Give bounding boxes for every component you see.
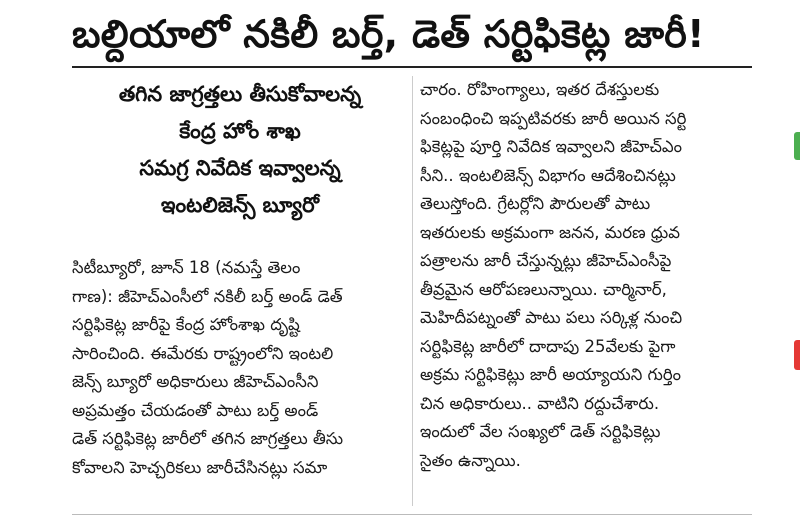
article-line: అప్రమత్తం చేయడంతో పాటు బర్త్ అండ్ bbox=[72, 400, 319, 420]
article-line: చారం. రోహింగ్యాలు, ఇతర దేశస్తులకు bbox=[420, 80, 660, 99]
deck-line: కేంద్ర హోం శాఖ bbox=[179, 119, 301, 143]
headline-rule bbox=[72, 66, 752, 68]
article-line: తెలుస్తోంది. గ్రేటర్లోని పౌరులతో పాటు bbox=[420, 194, 651, 213]
bottom-rule bbox=[72, 514, 752, 515]
article-line: సారించింది. ఈమేరకు రాష్ట్రంలోని ఇంటలి bbox=[72, 343, 334, 363]
deck-line: తగిన జాగ్రత్తలు తీసుకోవాలన్న bbox=[118, 82, 362, 106]
article-line: మెహిదీపట్నంతో పాటు పలు సర్కిళ్ల నుంచి bbox=[420, 308, 683, 327]
article-line: సర్టిఫికెట్ల జారీలో దాదాపు 25వేలకు పైగా bbox=[420, 336, 676, 356]
article-line: సీని.. ఇంటలిజెన్స్ విభాగం ఆదేశించినట్లు bbox=[420, 165, 676, 185]
headline: బల్దియాలో నకిలీ బర్త్, డెత్ సర్టిఫికెట్ల జారీ! bbox=[72, 12, 705, 56]
article-line: ఇందులో వేల సంఖ్యలో డెత్ సర్టిఫికెట్లు bbox=[420, 422, 661, 441]
article-line: సంబంధించి ఇప్పటివరకు జారీ అయిన సర్టి bbox=[420, 108, 687, 128]
article-column-left bbox=[72, 254, 408, 482]
column-divider bbox=[412, 76, 413, 506]
deck-block bbox=[72, 76, 408, 224]
edge-marker-green bbox=[794, 132, 800, 160]
article-line: గాణ): జీహెచ్ఎంసీలో నకిలీ బర్త్ అండ్ డెత్ bbox=[72, 286, 343, 306]
article-line: తీవ్రమైన ఆరోపణలున్నాయి. చార్మినార్, bbox=[420, 279, 667, 299]
article-column-right bbox=[420, 76, 752, 475]
edge-marker-red bbox=[794, 340, 800, 370]
article-line: కోవాలని హెచ్చరికలు జారీచేసినట్లు సమా bbox=[72, 457, 328, 477]
article-line: ఫికెట్లపై పూర్తి నివేదిక ఇవ్వాలని జీహెచ్ఎం bbox=[420, 137, 682, 156]
article-line: సైతం ఉన్నాయి. bbox=[420, 450, 521, 470]
article-line: ఇతరులకు అక్రమంగా జనన, మరణ ధ్రువ bbox=[420, 222, 680, 242]
article-line: చిన అధికారులు.. వాటిని రద్దుచేశారు. bbox=[420, 393, 660, 413]
deck-line: సమగ్ర నివేదిక ఇవ్వాలన్న bbox=[139, 156, 341, 180]
article-line: సర్టిఫికెట్ల జారీపై కేంద్ర హోంశాఖ దృష్టి bbox=[72, 315, 300, 334]
article-line: డెత్ సర్టిఫికెట్ల జారీలో తగిన జాగ్రత్తలు తీసు bbox=[72, 429, 344, 448]
article-line: పత్రాలను జారీ చేస్తున్నట్లు జీహెచ్ఎంసీపై bbox=[420, 251, 672, 270]
article-line: సిటీబ్యూరో, జూన్ 18 (నమస్తే తెలం bbox=[72, 258, 301, 277]
article-line: అక్రమ సర్టిఫికెట్లు జారీ అయ్యాయని గుర్తిం bbox=[420, 365, 682, 384]
deck-line: ఇంటలిజెన్స్ బ్యూరో bbox=[161, 193, 319, 217]
article-line: జెన్స్ బ్యూరో అధికారులు జీహెచ్ఎంసీని bbox=[72, 372, 319, 391]
